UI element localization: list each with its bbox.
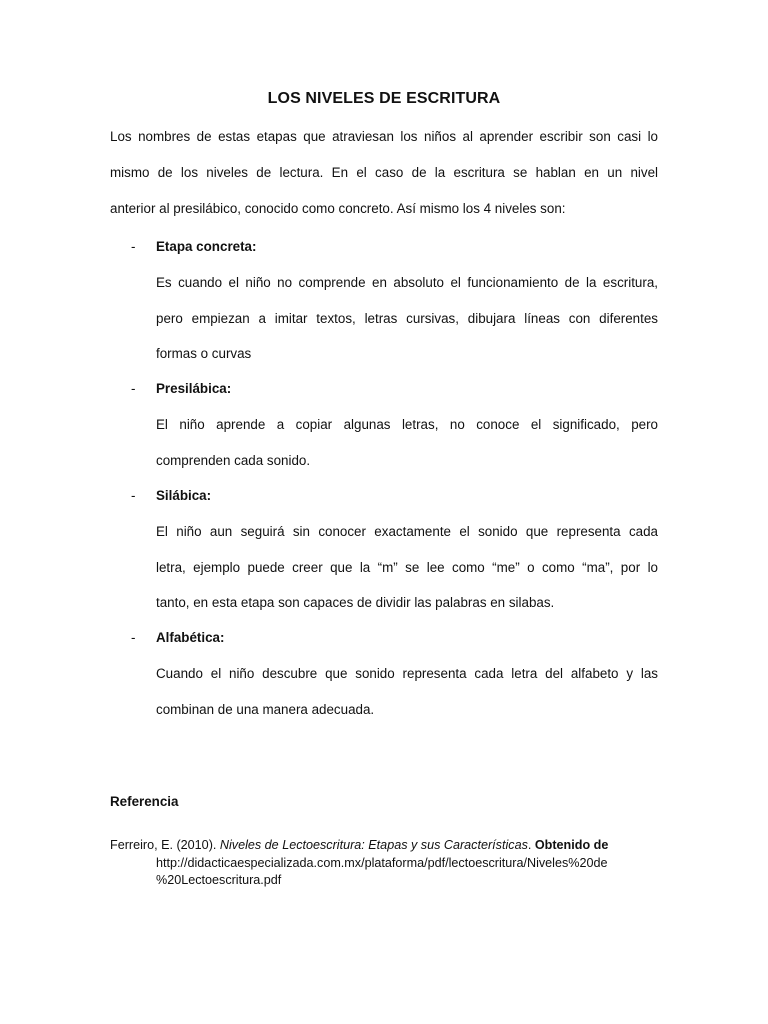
reference-separator: .: [527, 838, 535, 852]
document-title: LOS NIVELES DE ESCRITURA: [267, 90, 501, 107]
stage-name: Etapa concreta:: [156, 239, 257, 254]
stage-description-line: comprenden cada sonido.: [156, 452, 311, 468]
reference-author: Ferreiro, E. (2010).: [110, 838, 220, 852]
reference-work-title: Niveles de Lectoescritura: Etapas y sus Características: [219, 838, 528, 852]
intro-line: anterior al presilábico, conocido como concreto. Así mismo los 4 niveles son:: [110, 201, 566, 216]
stage-description-line: Es cuando el niño no comprende en absoluto el funcionamiento de la escritura,: [156, 275, 658, 290]
stage-description: [156, 656, 658, 727]
intro-paragraph: [110, 119, 658, 227]
stage-name: Presilábica:: [156, 381, 232, 396]
stage-description-line: tanto, en esta etapa son capaces de dividir las palabras en silabas.: [156, 595, 555, 610]
reference-heading: Referencia: [110, 794, 179, 809]
bullet-dash: -: [131, 488, 136, 503]
bullet-dash: -: [131, 239, 136, 254]
stage-description-line: Cuando el niño descubre que sonido representa cada letra del alfabeto y las: [156, 666, 658, 681]
stage-description-line: combinan de una manera adecuada.: [156, 701, 375, 717]
bullet-dash: -: [131, 381, 136, 396]
intro-line: mismo de los niveles de lectura. En el caso de la escritura se hablan en un nivel: [110, 165, 658, 180]
stage-description: [156, 407, 658, 478]
stage-description-line: pero empiezan a imitar textos, letras cursivas, dibujara líneas con diferentes: [156, 310, 658, 326]
stage-description-line: formas o curvas: [156, 346, 252, 361]
reference-url-line-2[interactable]: %20Lectoescritura.pdf: [156, 873, 282, 887]
stage-description-line: El niño aprende a copiar algunas letras, no conoce el significado, pero: [156, 417, 658, 432]
reference-entry: [110, 837, 670, 890]
reference-url-line-1[interactable]: http://didacticaespecializada.com.mx/plataforma/pdf/lectoescritura/Niveles%20de: [156, 855, 608, 870]
reference-obtained-label: Obtenido de: [534, 838, 609, 852]
bullet-dash: -: [131, 630, 136, 645]
stage-name: Silábica:: [156, 488, 212, 503]
stage-name: Alfabética:: [156, 630, 225, 645]
intro-line: Los nombres de estas etapas que atraviesan los niños al aprender escribir son casi lo: [110, 129, 658, 144]
stage-description: [156, 265, 658, 372]
reference-line-1: [110, 837, 670, 855]
stage-description-line: El niño aun seguirá sin conocer exactamente el sonido que representa cada: [156, 524, 658, 539]
stage-description: [156, 514, 658, 621]
stage-description-line: letra, ejemplo puede creer que la “m” se lee como “me” o como “ma”, por lo: [156, 559, 658, 575]
